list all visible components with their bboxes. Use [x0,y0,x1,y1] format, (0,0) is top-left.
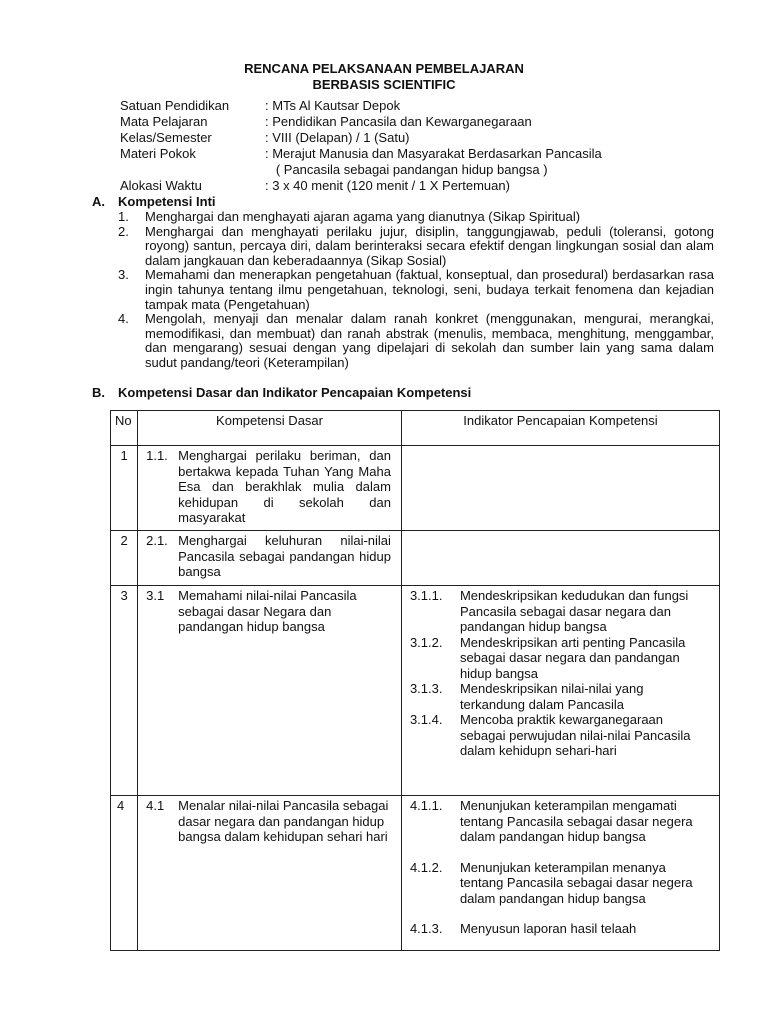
kd-entry [142,448,397,526]
meta-label: Alokasi Waktu [120,178,202,193]
indicator-text: Menunjukan keterampilan menanya tentang Pancasila sebagai dasar negera dalam pandangan hidup bangsa [459,859,693,906]
identity-block [120,98,602,194]
kd-cell [138,586,402,796]
meta-value: : MTs Al Kautsar Depok [265,98,401,113]
header-kompetensi-dasar: Kompetensi Dasar [138,411,402,446]
table-row [111,586,720,796]
kd-text: Menghargai perilaku beriman, dan bertakwa kepada Tuhan Yang Maha Esa dan berakhlak mulia dalam kehidupan di sekolah dan masyarakat [178,448,391,525]
indicator-text: Mendeskripsikan kedudukan dan fungsi Pancasila sebagai dasar negara dan pandangan hidup bangsa [459,588,689,634]
list-item [118,210,714,225]
meta-row [120,130,602,146]
indicator-number: 4.1.1. [409,798,443,813]
table-row [111,446,720,531]
section-title: Kompetensi Dasar dan Indikator Pencapaian Kompetensi [118,385,472,400]
kd-cell [138,796,402,951]
meta-row [120,178,602,194]
indicator-text: Menyusun laporan hasil telaah [459,921,637,936]
meta-label: Materi Pokok [120,146,196,161]
header-no: No [111,411,138,446]
list-item-number: 1. [118,209,129,224]
section-title: Kompetensi Inti [118,194,216,209]
meta-row [120,98,602,114]
indicator-entry [406,635,715,682]
indicator-entry [406,921,715,937]
document-title-line-2: BERBASIS SCIENTIFIC [312,77,456,92]
section-letter: A. [92,194,105,209]
list-item-text: Menghargai dan menghayati perilaku jujur, disiplin, tanggungjawab, peduli (toleransi, gotong royong) santun, percaya diri, dalam berinteraksi secara efektif dengan lingkungan sosial dan alam dalam jangkauan dan keberadaannya (Sikap Sosial) [145,223,714,268]
kompetensi-inti-list [118,210,714,371]
meta-row [120,114,602,130]
indicator-cell [401,446,719,531]
kd-text: Menghargai keluhuran nilai-nilai Pancasila sebagai pandangan hidup bangsa [178,533,391,579]
section-a-heading [92,194,216,210]
indicator-entry [406,860,715,907]
kd-number: 3.1 [146,588,165,603]
row-number: 2 [111,531,138,586]
meta-label: Mata Pelajaran [120,114,208,129]
indicator-number: 3.1.3. [409,681,443,696]
indicator-cell [401,531,719,586]
section-b-heading [92,385,471,401]
indicator-number: 4.1.3. [409,921,443,936]
list-item-number: 3. [118,267,129,283]
indicator-number: 3.1.1. [409,588,443,603]
list-item-number: 2. [118,223,129,239]
kd-number: 2.1. [146,533,168,548]
kd-entry [142,588,397,635]
indicator-text: Mencoba praktik kewarganegaraan sebagai perwujudan nilai-nilai Pancasila dalam kehidupn sehari-hari [459,712,691,758]
kompetensi-dasar-table [110,410,720,951]
kd-entry [142,798,397,845]
indicator-number: 4.1.2. [409,859,443,875]
indicator-entry [406,798,715,845]
meta-label: Kelas/Semester [120,130,212,145]
list-item [118,225,714,269]
indicator-text: Menunjukan keterampilan mengamati tentang Pancasila sebagai dasar negera dalam pandangan hidup bangsa [459,798,693,844]
header-indikator: Indikator Pencapaian Kompetensi [401,411,719,446]
indicator-cell [401,796,719,951]
kd-cell [138,531,402,586]
indicator-number: 3.1.2. [409,634,443,650]
meta-row [120,162,602,178]
kd-text: Memahami nilai-nilai Pancasila sebagai dasar Negara dan pandangan hidup bangsa [178,588,357,634]
list-item-text: Memahami dan menerapkan pengetahuan (faktual, konseptual, dan prosedural) berdasarkan rasa ingin tahunya tentang ilmu pengetahuan, teknologi, seni, budaya terkait fenomena dan kejadian tampak mata (Pengetahuan) [145,267,714,312]
row-number: 4 [111,796,138,951]
indicator-text: Mendeskripsikan nilai-nilai yang terkandung dalam Pancasila [459,681,644,712]
indicator-cell [401,586,719,796]
section-letter: B. [92,385,105,400]
list-item-text: Mengolah, menyaji dan menalar dalam ranah konkret (menggunakan, mengurai, merangkai, memodifikasi, dan membuat) dan ranah abstrak (menulis, membaca, menghitung, menggambar, dan mengarang) sesuai dengan yang dipelajari di sekolah dan sumber lain yang sama dalam sudut pandang/teori (Keterampilan) [145,311,714,370]
list-item [118,312,714,370]
spacer [406,845,715,860]
row-number: 1 [111,446,138,531]
indicator-number: 3.1.4. [409,712,443,727]
indicator-entry [406,681,715,712]
meta-label [120,162,265,178]
kd-text: Menalar nilai-nilai Pancasila sebagai dasar negara dan pandangan hidup bangsa dalam kehidupan sehari hari [178,798,395,844]
kd-number: 4.1 [146,798,165,813]
meta-label: Satuan Pendidikan [120,98,230,113]
kd-number: 1.1. [146,448,168,463]
kd-cell [138,446,402,531]
list-item-text: Menghargai dan menghayati ajaran agama yang dianutnya (Sikap Spiritual) [145,209,581,224]
indicator-text: Mendeskripsikan arti penting Pancasila sebagai dasar negara dan pandangan hidup bangsa [459,634,686,681]
document-title-line-1: RENCANA PELAKSANAAN PEMBELAJARAN [244,61,524,76]
meta-value: : 3 x 40 menit (120 menit / 1 X Pertemuan) [265,178,510,193]
meta-value: : VIII (Delapan) / 1 (Satu) [265,130,410,145]
list-item-number: 4. [118,311,129,327]
indicator-entry [406,712,715,759]
meta-row [120,146,602,162]
meta-value: : Pendidikan Pancasila dan Kewarganegaraan [265,114,532,129]
table-header-row [111,411,720,446]
table-row [111,796,720,951]
row-number: 3 [111,586,138,796]
meta-value: ( Pancasila sebagai pandangan hidup bangsa ) [265,162,548,177]
kd-entry [142,533,397,580]
meta-value: : Merajut Manusia dan Masyarakat Berdasarkan Pancasila [265,146,602,161]
table-row [111,531,720,586]
list-item [118,268,714,312]
spacer [406,906,715,921]
indicator-entry [406,588,715,635]
